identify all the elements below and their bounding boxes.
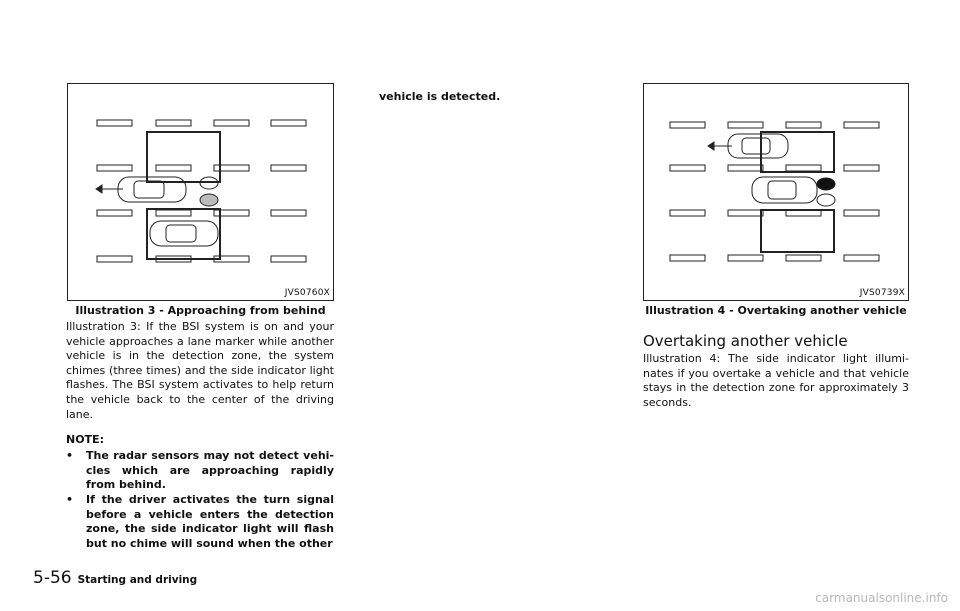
illustration-3: [67, 83, 334, 301]
section-title: Starting and driving: [77, 574, 198, 586]
body-paragraph: Illustration 4: The side indicator light illumi- nates if you overtake a vehicle and that vehicle stays in the detection zone for approximately 3 seconds.: [643, 352, 909, 409]
car-other: [150, 221, 218, 246]
lane-markers: [97, 120, 306, 262]
illustration-4-drawing: [644, 84, 908, 300]
figure-caption: Illustration 4 - Overtaking another vehicle: [645, 304, 907, 317]
page-number: 5-56: [33, 568, 72, 588]
section-heading: Overtaking another vehicle: [643, 332, 848, 350]
continued-text: vehicle is detected.: [379, 90, 501, 103]
bullet-text: The radar sensors may not detect vehi- cles which are approaching rapidly from behind.: [86, 449, 334, 492]
note-heading: NOTE:: [66, 433, 104, 446]
bullet-marker: •: [66, 449, 74, 462]
car-own: [96, 177, 186, 202]
car-own: [752, 177, 817, 203]
lane-markers: [670, 122, 879, 261]
figure-caption: Illustration 3 - Approaching from behind: [75, 304, 326, 317]
watermark: carmanualsonline.info: [815, 591, 948, 605]
figure-code: JVS0739X: [859, 288, 905, 298]
bullet-text: If the driver activates the turn signal before a vehicle enters the detection zone, the side indicator light will flash but no chime will sound when the other: [86, 493, 334, 550]
body-paragraph: Illustration 3: If the BSI system is on and your vehicle approaches a lane marker while another vehicle is in the detection zone, the system chimes (three times) and the side indicator light flashes. The BSI system activates to help return the vehicle back to the center of the driving lane.: [66, 320, 334, 421]
car-other: [708, 134, 788, 158]
illustration-4: [643, 83, 909, 301]
figure-code: JVS0760X: [284, 288, 330, 298]
note-bullet: [66, 449, 334, 493]
page-footer: [33, 568, 197, 588]
note-bullet: [66, 493, 334, 551]
illustration-3-drawing: [68, 84, 333, 300]
bullet-marker: •: [66, 493, 74, 506]
